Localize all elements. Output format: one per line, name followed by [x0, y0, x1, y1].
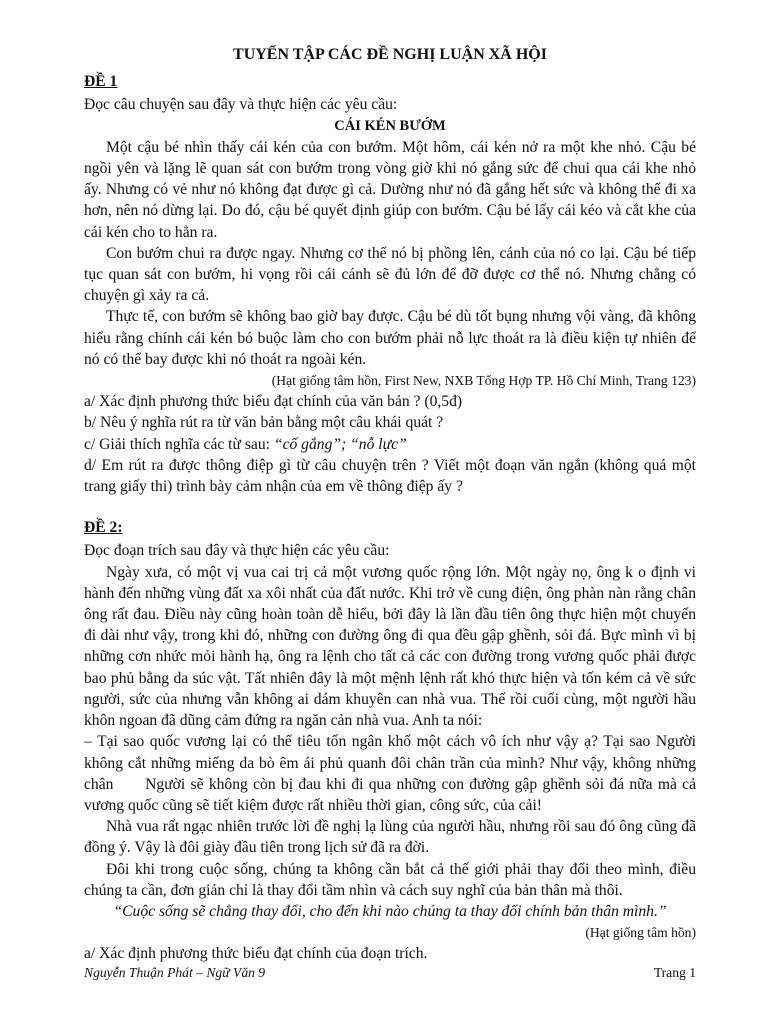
- page-footer: [84, 962, 696, 983]
- de1-paragraph-3: Thực tế, con bướm sẽ không bao giờ bay được. Cậu bé dù tốt bụng nhưng vội vàng, đã không hiểu rằng chính cái kén bó buộc làm cho con bướm phải nỗ lực thoát ra là điều kiện tự nhiên để nó có thể bay được khi nó thoát ra ngoài kén.: [84, 308, 696, 368]
- page-number: Trang 1: [653, 965, 696, 980]
- de2-question-a: a/ Xác định phương thức biểu đạt chính của đoạn trích.: [84, 945, 428, 963]
- story-title: CÁI KÉN BƯỚM: [334, 117, 446, 134]
- de1-source: (Hạt giống tâm hồn, First New, NXB Tổng Hợp TP. Hồ Chí Minh, Trang 123): [271, 373, 696, 389]
- de1-paragraph-1: Một cậu bé nhìn thấy cái kén của con bướm. Một hôm, cái kén nở ra một khe nhỏ. Cậu bé ngồi yên và lặng lẽ quan sát con bướm trong vòng giờ khi nó gắng sức để chui qua cái khe nhỏ ấy. Nhưng có vẻ như nó không đạt được gì cả. Dường như nó đã gắng hết sức và không thể đi xa hơn, nên nó dừng lại. Do đó, cậu bé quyết định giúp con bướm. Cậu bé lấy cái kéo và cắt khe của cái kén cho to hẳn ra.: [84, 138, 696, 241]
- de1-question-c-prefix: c/ Giải thích nghĩa các từ sau:: [84, 435, 274, 453]
- de1-intro: Đọc câu chuyện sau đây và thực hiện các yêu cầu:: [84, 96, 398, 114]
- de1-question-c: [84, 434, 696, 455]
- de1-question-c-words: “cố gắng”; “nỗ lực”: [273, 435, 407, 453]
- de1-question-a: a/ Xác định phương thức biểu đạt chính của văn bản ? (0,5đ): [84, 393, 463, 411]
- de2-heading: ĐỀ 2:: [84, 519, 123, 537]
- section-gap: [84, 497, 696, 517]
- de1-paragraph-2: Con bướm chui ra được ngay. Nhưng cơ thể nó bị phồng lên, cánh của nó co lại. Cậu bé tiếp tục quan sát con bướm, hi vọng rồi cái cánh sẽ đủ lớn để đỡ được cơ thể nó. Nhưng chẳng có chuyện gì xảy ra cả.: [84, 244, 696, 305]
- de1-heading: ĐỀ 1: [84, 73, 118, 91]
- document-content: [84, 44, 700, 965]
- de2-paragraph-1: Ngày xưa, có một vị vua cai trị cả một vương quốc rộng lớn. Một ngày nọ, ông k o định vi hành đến những vùng đất xa xôi nhất của đất nước. Khi trở về cung điện, ông phàn nàn rằng chân ông rất đau. Điều này cũng hoàn toàn dễ hiểu, bởi đây là lần đầu tiên ông thực hiện một chuyến đi dài như vậy, trong khi đó, những con đường ông đi qua đều gập ghềnh, sỏi đá. Bực mình vì bị những cơn nhức mỏi hành hạ, ông ra lệnh cho tất cả các con đường trong vương quốc phải được bao phủ bằng da súc vật. Tất nhiên đây là một mệnh lệnh rất khó thực hiện và tốn kém cả về sức người, sức của nhưng vẫn không ai dám khuyên can nhà vua. Thế rồi cuối cùng, một người hầu khôn ngoan đã dũng cảm đứng ra ngăn cản nhà vua. Anh ta nói:: [84, 563, 696, 730]
- de2-source: (Hạt giống tâm hồn): [585, 925, 696, 941]
- document-title: TUYỂN TẬP CÁC ĐỀ NGHỊ LUẬN XÃ HỘI: [233, 46, 547, 63]
- de1-question-d: d/ Em rút ra được thông điệp gì từ câu chuyện trên ? Viết một đoạn văn ngắn (không quá một trang giấy thi) trình bày cảm nhận của em về thông điệp ấy ?: [84, 456, 696, 496]
- de2-paragraph-3: Đôi khi trong cuộc sống, chúng ta không cần bắt cả thế giới phải thay đổi theo mình, điều chúng ta cần, đơn giản chỉ là thay đổi tầm nhìn và cách suy nghĩ của bản thân mà thôi.: [84, 860, 696, 899]
- de2-quote: “Cuộc sống sẽ chẳng thay đổi, cho đến khi nào chúng ta thay đổi chính bản thân mình.”: [113, 902, 667, 920]
- de2-dialogue: – Tại sao quốc vương lại có thể tiêu tốn ngân khố một cách vô ích như vậy ạ? Tại sao Người không cắt những miếng da bò êm ái phủ quanh đôi chân trần của mình? Như vậy, không những chân Người sẽ không còn bị đau khi đi qua những con đường gập ghềnh sỏi đá nữa mà cả vương quốc cũng sẽ tiết kiệm được rất nhiều thời gian, công sức, của cải!: [84, 733, 700, 814]
- de2-intro: Đọc đoạn trích sau đây và thực hiện các yêu cầu:: [84, 542, 390, 560]
- de1-question-b: b/ Nêu ý nghĩa rút ra từ văn bản bằng một câu khái quát ?: [84, 414, 444, 432]
- de2-paragraph-2: Nhà vua rất ngạc nhiên trước lời đề nghị lạ lùng của người hầu, nhưng rồi sau đó ông cũng đã đồng ý. Vậy là đôi giày đầu tiên trong lịch sử đã ra đời.: [84, 818, 696, 857]
- footer-author: Nguyễn Thuận Phát – Ngữ Văn 9: [84, 965, 266, 980]
